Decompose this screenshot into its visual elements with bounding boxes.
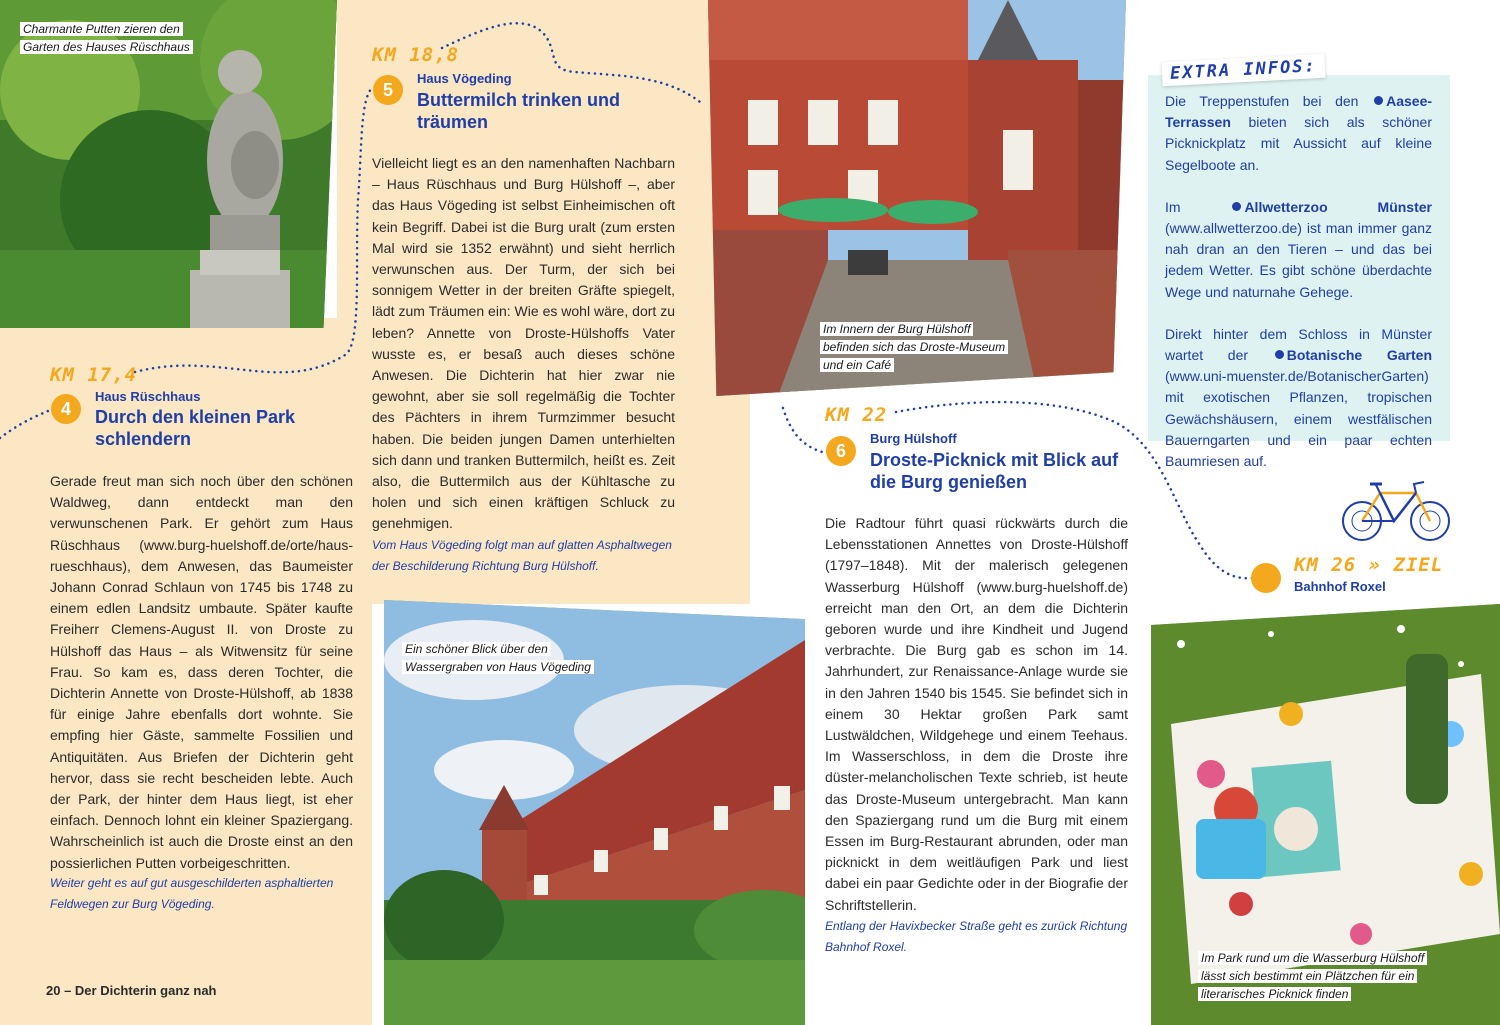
extra-infos-box: [1148, 75, 1450, 470]
caption-picnic: Im Park rund um die Wasserburg Hülshoff lässt sich bestimmt ein Plätzchen für ein literarisches Picknick finden: [1198, 949, 1438, 1003]
place-name-stop5: Haus Vögeding: [417, 71, 512, 86]
extra-infos-title: EXTRA INFOS:: [1161, 54, 1325, 86]
bicycle-icon: [1340, 477, 1452, 545]
bullet-dot-icon: [1232, 202, 1241, 211]
stop-number-badge-6: 6: [826, 436, 856, 466]
page-footer: 20 – Der Dichterin ganz nah: [46, 983, 217, 998]
km-marker-stop6: KM 22: [825, 404, 888, 426]
body-text-stop6: Die Radtour führt quasi rückwärts durch die Lebensstationen Annettes von Droste-Hülshoff (1797–1848). Mit der malerisch gelegenen Wasserburg Hülshoff (www.burg-huelshoff.de) erreicht man den Ort, an dem die Dichterin geboren wurde und ihre Kindheit und Jugend verbrachte. Die Burg gab es schon im 14. Jahrhundert, zur Renaissance-Anlage wurde sie in den Jahren 1540 bis 1545. Sie befindet sich in einem 30 Hektar großen Park samt Lustwäldchen, Wildgehege und einem Teehaus. Im Wasserschloss, in dem die Droste ihre düster-melancholischen Texte schrieb, ist heute das Droste-Museum untergebracht. Man kann den Spaziergang rund um die Burg mit einem Essen im Burg-Restaurant abrunden, oder man picknickt in dem weitläufigen Park und liest dabei ein paar Gedichte oder in der Biografie der Schriftstellerin.: [825, 515, 1128, 913]
extra-info-zoo: Im Allwetterzoo Münster (www.allwetterzoo.de) ist man immer ganz nah dran an den Tieren – und das bei jedem Wetter. Es gibt schöne überdachte Wege und naturnahe Gehege.: [1165, 198, 1432, 300]
heading-stop6: Droste-Picknick mit Blick auf die Burg genießen: [870, 450, 1119, 492]
body-text-stop5: Vielleicht liegt es an den namenhaften Nachbarn – Haus Rüschhaus und Burg Hülshoff –, aber das Haus Vögeding ist selbst Einheimischen oft kein Begriff. Dabei ist die Burg uralt (zum ersten Mal wird sie 1352 erwähnt) und sieht herrlich verwunschen aus. Der Turm, der sich bei sonnigem Wetter in der breiten Gräfte spiegelt, lädt zum Träumen ein: Wie es wohl wäre, dort zu leben? Annette von Droste-Hülshoffs Vater wusste es, er besaß auch dieses schöne Anwesen. Die Dichterin hat hier zwar nie gewohnt, aber sie soll regelmäßig die Tochter des Pächters in ihrem Turmzimmer besucht haben. Die beiden jungen Damen unterhielten sich dann und tranken Buttermilch, heißt es. Zeit also, die Buttermilch aus der Kühltasche zu holen und sich einen kräftigen Schluck zu genehmigen.: [372, 155, 675, 532]
body-text-stop4: Gerade freut man sich noch über den schönen Waldweg, dann entdeckt man den verwunschenen Park. Er gehört zum Haus Rüschhaus (www.burg-huelshoff.de/orte/haus-rueschhaus), dem Anwesen, das Baumeister Johann Conrad Schlaun von 1745 bis 1748 zu einem edlen Landsitz umbaute. Später kaufte Freiherr Clemens-August II. von Droste zu Hülshoff das Haus – als Witwensitz für seine Frau. So kam es, dass deren Tochter, die Dichterin Annette von Droste-Hülshoff, ab 1838 für einige Jahre ebenfalls dort wohnte. Sie empfing hier Gäste, sammelte Fossilien und Antiquitäten. Aus Briefen der Dichterin geht hervor, dass sie recht bescheiden lebte. Auch der Park, der hinter dem Haus liegt, ist eher einfach. Dennoch lohnt ein kleiner Spaziergang. Wahrscheinlich ist auch die Droste einst an den possierlichen Putten vorbeigeschritten.: [50, 473, 353, 871]
place-name-stop6: Burg Hülshoff: [870, 431, 957, 446]
extra-info-botanischer-garten: Direkt hinter dem Schloss in Münster wartet der Botanische Garten (www.uni-muenster.de/BotanischerGarten) mit exotischen Pflanzen, tropischen Gewächshäusern, einem westfälischen Bauerngarten und ein paar echten Baumriesen auf.: [1165, 325, 1433, 470]
bullet-dot-icon: [1374, 96, 1383, 105]
caption-wassergraben: Ein schöner Blick über den Wassergraben von Haus Vögeding: [402, 640, 602, 676]
place-name-stop4: Haus Rüschhaus: [95, 389, 201, 404]
route-note-stop4: Weiter geht es auf gut ausgeschilderten asphaltierten Feldwegen zur Burg Vögeding.: [50, 876, 334, 911]
caption-burg-inner: Im Innern der Burg Hülshoff befinden sich das Droste-Museum und ein Café: [820, 320, 1016, 374]
route-note-stop6: Entlang der Havixbecker Straße geht es zurück Richtung Bahnhof Roxel.: [825, 919, 1128, 954]
km-marker-ziel: KM 26 » ZIEL: [1294, 554, 1444, 576]
ziel-marker-dot: [1251, 563, 1281, 593]
bullet-dot-icon: [1275, 350, 1284, 359]
stop-number-badge-4: 4: [51, 394, 81, 424]
heading-stop5: Buttermilch trinken und träumen: [417, 90, 621, 132]
km-marker-stop4: KM 17,4: [50, 364, 138, 386]
stop-number-badge-5: 5: [373, 75, 403, 105]
place-name-ziel: Bahnhof Roxel: [1294, 579, 1386, 594]
route-note-stop5: Vom Haus Vögeding folgt man auf glatten Asphaltwegen der Beschilderung Richtung Burg Hülshoff.: [372, 538, 672, 573]
km-marker-stop5: KM 18,8: [372, 44, 460, 66]
caption-putten: Charmante Putten zieren den Garten des Hauses Rüschhaus: [20, 20, 200, 56]
extra-info-aasee: Die Treppenstufen bei den Aasee-Terrassen bieten sich als schöner Picknickplatz mit Aussicht auf kleine Segelboote an.: [1165, 93, 1433, 173]
heading-stop4: Durch den kleinen Park schlendern: [95, 407, 296, 449]
